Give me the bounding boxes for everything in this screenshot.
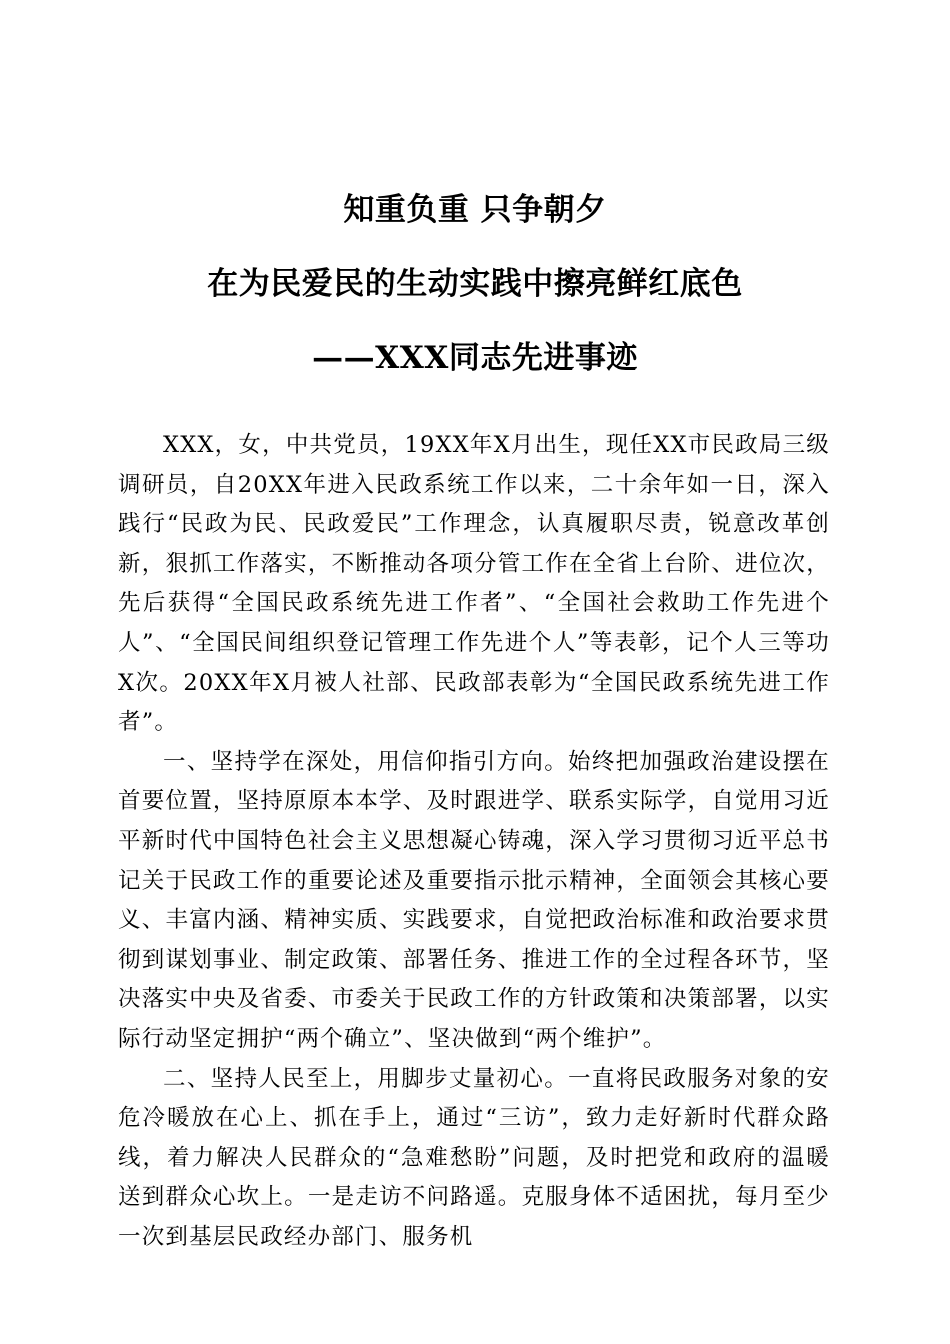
document-body [118,426,830,1257]
paragraph-section-2: 二、坚持人民至上，用脚步丈量初心。一直将民政服务对象的安危冷暖放在心上、抓在手上，通过“三访”，致力走好新时代群众路线，着力解决人民群众的“急难愁盼”问题，及时把党和政府的温暖送到群众心坎上。一是走访不问路遥。克服身体不适困扰，每月至少一次到基层民政经办部门、服务机 [118,1065,830,1250]
paragraph-intro: XXX，女，中共党员，19XX年X月出生，现任XX市民政局三级调研员，自20XX年进入民政系统工作以来，二十余年如一日，深入践行“民政为民、民政爱民”工作理念，认真履职尽责，锐意改革创新，狠抓工作落实，不断推动各项分管工作在全省上台阶、进位次，先后获得“全国民政系统先进工作者”、“全国社会救助工作先进个人”、“全国民间组织登记管理工作先进个人”等表彰，记个人三等功X次。20XX年X月被人社部、民政部表彰为“全国民政系统先进工作者”。 [118,432,830,736]
title-block [0,192,950,376]
document-byline: ——XXX同志先进事迹 [312,340,638,376]
paragraph-section-1: 一、坚持学在深处，用信仰指引方向。始终把加强政治建设摆在首要位置，坚持原原本本学、及时跟进学、联系实际学，自觉用习近平新时代中国特色社会主义思想凝心铸魂，深入学习贯彻习近平总书记关于民政工作的重要论述及重要指示批示精神，全面领会其核心要义、丰富内涵、精神实质、实践要求，自觉把政治标准和政治要求贯彻到谋划事业、制定政策、部署任务、推进工作的全过程各环节，坚决落实中央及省委、市委关于民政工作的方针政策和决策部署，以实际行动坚定拥护“两个确立”、坚决做到“两个维护”。 [118,748,830,1052]
document-subtitle: 在为民爱民的生动实践中擦亮鲜红底色 [207,266,743,302]
document-title: 知重负重 只争朝夕 [343,192,607,228]
